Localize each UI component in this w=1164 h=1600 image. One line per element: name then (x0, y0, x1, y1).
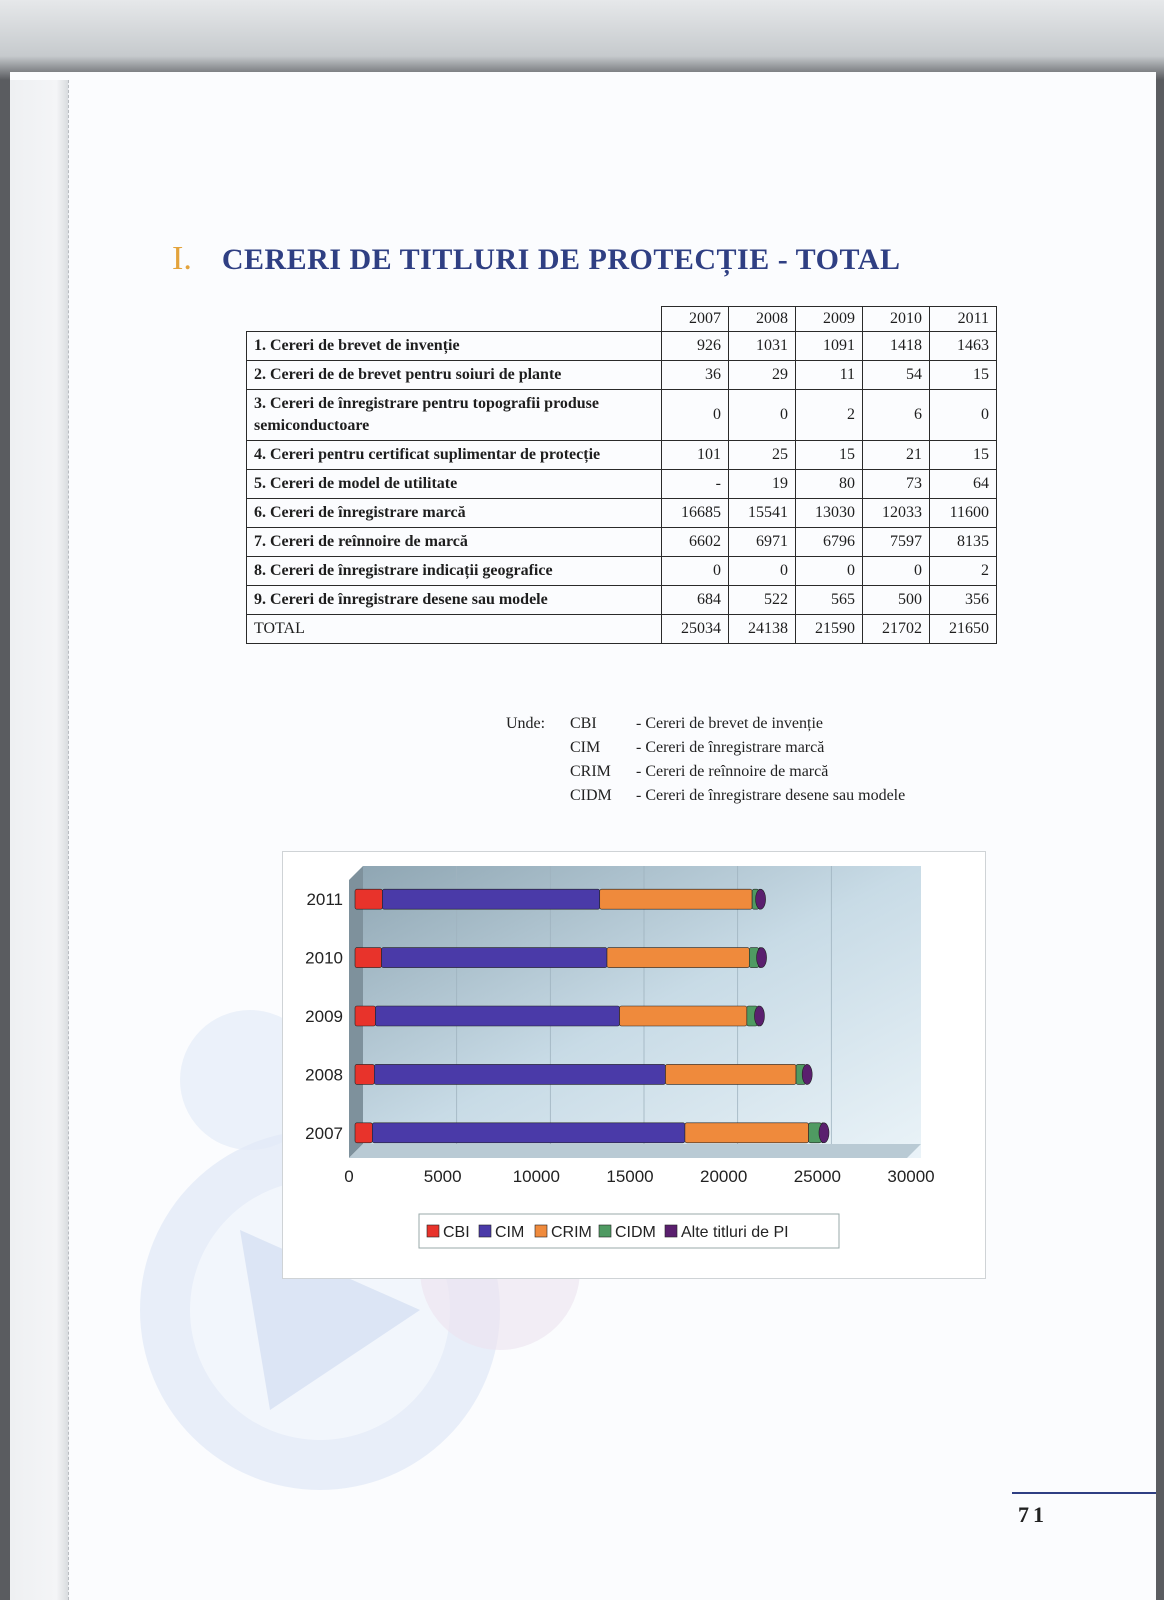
year-header: 2010 (863, 307, 930, 332)
footer-rule (1012, 1492, 1156, 1494)
bar-segment-crim (685, 1123, 809, 1143)
abbr-cbi: CBI (570, 715, 597, 732)
legend-label: CIM (495, 1224, 525, 1241)
row-value: 11600 (930, 499, 997, 528)
row-value: 19 (729, 470, 796, 499)
row-label: 1. Cereri de brevet de invenție (247, 332, 662, 361)
desc-cidm: - Cereri de înregistrare desene sau modele (636, 787, 906, 804)
row-value: 15541 (729, 499, 796, 528)
desc-cim: - Cereri de înregistrare marcă (636, 739, 825, 756)
row-value: 522 (729, 586, 796, 615)
chart-floor (349, 1144, 921, 1158)
total-value: 21650 (930, 615, 997, 644)
section-heading (172, 240, 900, 278)
x-tick-label: 0 (344, 1167, 354, 1186)
total-value: 25034 (662, 615, 729, 644)
row-value: 15 (930, 441, 997, 470)
legend-swatch (665, 1225, 677, 1237)
bar-segment-cim (372, 1123, 685, 1143)
category-label: 2009 (305, 1007, 343, 1026)
total-value: 21702 (863, 615, 930, 644)
abbreviation-row (506, 712, 905, 736)
table-row (247, 557, 997, 586)
bar-end-cap (757, 948, 767, 968)
table-row (247, 586, 997, 615)
table-row (247, 441, 997, 470)
bar-segment-cim (375, 1006, 619, 1026)
applications-table (246, 306, 997, 644)
x-tick-label: 25000 (793, 1167, 841, 1186)
abbreviation-legend (506, 712, 905, 808)
row-value: 6796 (796, 528, 863, 557)
section-number: I. (172, 240, 192, 277)
row-value: 2 (796, 390, 863, 441)
row-label: 4. Cereri pentru certificat suplimentar de protecție (247, 441, 662, 470)
bar-segment-cim (382, 889, 599, 909)
row-value: 0 (930, 390, 997, 441)
bar-segment-cbi (355, 948, 382, 968)
desc-cbi: - Cereri de brevet de invenție (636, 715, 824, 732)
total-label: TOTAL (247, 615, 662, 644)
chart-legend (419, 1214, 839, 1248)
row-value: 356 (930, 586, 997, 615)
row-label: 2. Cereri de de brevet pentru soiuri de plante (247, 361, 662, 390)
page-number: 71 (1018, 1502, 1048, 1527)
row-label: 6. Cereri de înregistrare marcă (247, 499, 662, 528)
table-row (247, 499, 997, 528)
bar-segment-cbi (355, 1006, 375, 1026)
row-value: 0 (662, 390, 729, 441)
row-value: 80 (796, 470, 863, 499)
abbreviation-row (506, 760, 905, 784)
row-value: 500 (863, 586, 930, 615)
row-label: 8. Cereri de înregistrare indicații geografice (247, 557, 662, 586)
abbr-crim: CRIM (570, 763, 611, 780)
row-value: 101 (662, 441, 729, 470)
row-label: 3. Cereri de înregistrare pentru topografii produse semiconductoare (247, 390, 662, 441)
x-tick-label: 30000 (887, 1167, 935, 1186)
legend-swatch (535, 1225, 547, 1237)
year-header: 2008 (729, 307, 796, 332)
bar-segment-cbi (355, 1064, 374, 1084)
row-value: 36 (662, 361, 729, 390)
table-row (247, 528, 997, 557)
table-row (247, 470, 997, 499)
row-value: 0 (796, 557, 863, 586)
year-header: 2009 (796, 307, 863, 332)
category-label: 2007 (305, 1123, 343, 1143)
legend-swatch (479, 1225, 491, 1237)
bar-end-cap (756, 889, 766, 909)
row-value: - (662, 470, 729, 499)
header-spacer (247, 307, 662, 332)
row-value: 0 (662, 557, 729, 586)
category-label: 2011 (306, 890, 343, 910)
row-value: 565 (796, 586, 863, 615)
row-value: 0 (863, 557, 930, 586)
total-value: 24138 (729, 615, 796, 644)
category-label: 2008 (305, 1065, 343, 1085)
x-tick-label: 20000 (700, 1167, 748, 1186)
legend-swatch (599, 1225, 611, 1237)
row-value: 54 (863, 361, 930, 390)
bar-end-cap (754, 1006, 764, 1026)
row-value: 684 (662, 586, 729, 615)
category-label: 2010 (305, 948, 343, 968)
legend-label: CIDM (615, 1224, 656, 1241)
row-value: 6602 (662, 528, 729, 557)
row-value: 926 (662, 332, 729, 361)
legend-label: CRIM (551, 1224, 592, 1241)
row-value: 73 (863, 470, 930, 499)
legend-label: CBI (443, 1224, 470, 1241)
row-value: 1463 (930, 332, 997, 361)
total-row (247, 615, 997, 644)
section-title: CERERI DE TITLURI DE PROTECȚIE - TOTAL (221, 243, 901, 276)
bar-segment-cim (382, 948, 607, 968)
x-tick-label: 5000 (423, 1167, 462, 1186)
row-value: 1031 (729, 332, 796, 361)
bar-segment-crim (607, 948, 749, 968)
row-label: 5. Cereri de model de utilitate (247, 470, 662, 499)
legend-intro: Unde: (506, 715, 546, 732)
bar-segment-cbi (355, 1123, 372, 1143)
x-tick-label: 15000 (606, 1167, 654, 1186)
row-value: 0 (729, 557, 796, 586)
row-value: 2 (930, 557, 997, 586)
bar-segment-crim (665, 1064, 796, 1084)
row-value: 11 (796, 361, 863, 390)
bar-segment-crim (620, 1006, 747, 1026)
row-value: 64 (930, 470, 997, 499)
row-value: 12033 (863, 499, 930, 528)
table-row (247, 332, 997, 361)
row-value: 1418 (863, 332, 930, 361)
x-tick-label: 10000 (512, 1167, 560, 1186)
row-value: 6971 (729, 528, 796, 557)
page-binding-edge (10, 80, 69, 1600)
row-value: 8135 (930, 528, 997, 557)
bar-segment-cim (374, 1064, 665, 1084)
row-label: 9. Cereri de înregistrare desene sau modele (247, 586, 662, 615)
row-value: 29 (729, 361, 796, 390)
row-label: 7. Cereri de reînnoire de marcă (247, 528, 662, 557)
abbreviation-row (506, 736, 905, 760)
row-value: 21 (863, 441, 930, 470)
chart-svg (283, 852, 985, 1278)
year-header: 2011 (930, 307, 997, 332)
table-row (247, 390, 997, 441)
row-value: 13030 (796, 499, 863, 528)
bar-end-cap (802, 1064, 812, 1084)
row-value: 0 (729, 390, 796, 441)
abbr-cidm: CIDM (570, 787, 612, 804)
abbr-cim: CIM (570, 739, 601, 756)
stacked-bar-chart (282, 851, 986, 1279)
row-value: 7597 (863, 528, 930, 557)
legend-label: Alte titluri de PI (681, 1224, 789, 1241)
bar-segment-crim (600, 889, 752, 909)
table-row (247, 361, 997, 390)
scan-edge-top (0, 0, 1164, 80)
bar-segment-cbi (355, 889, 382, 909)
desc-crim: - Cereri de reînnoire de marcă (636, 763, 829, 780)
row-value: 25 (729, 441, 796, 470)
row-value: 15 (930, 361, 997, 390)
row-value: 15 (796, 441, 863, 470)
total-value: 21590 (796, 615, 863, 644)
row-value: 1091 (796, 332, 863, 361)
row-value: 6 (863, 390, 930, 441)
legend-swatch (427, 1225, 439, 1237)
year-header: 2007 (662, 307, 729, 332)
abbreviation-row (506, 784, 905, 808)
row-value: 16685 (662, 499, 729, 528)
bar-end-cap (819, 1123, 829, 1143)
table-header-row (247, 307, 997, 332)
